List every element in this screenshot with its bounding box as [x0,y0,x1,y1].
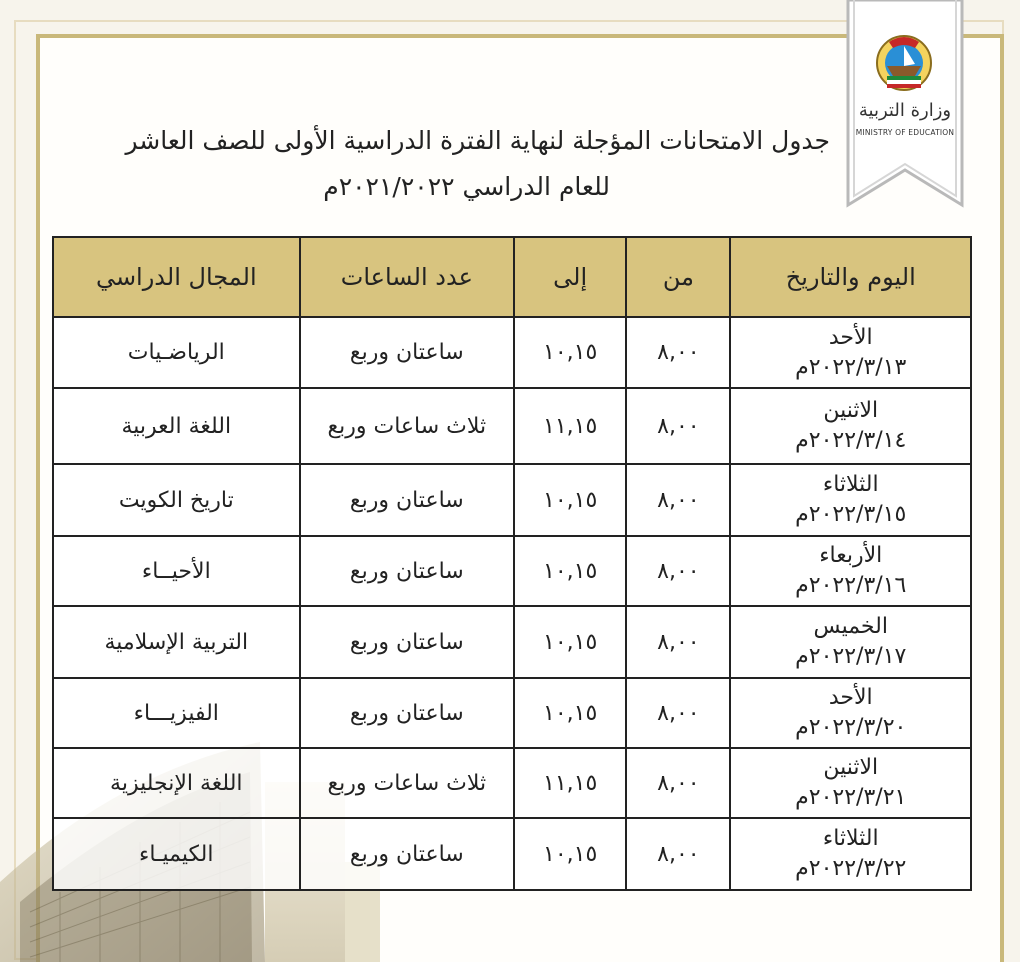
cell-to: ١٠,١٥ [514,536,626,606]
cell-hours: ثلاث ساعات وربع [300,388,514,464]
cell-day-date [730,678,971,748]
cell-to: ١٠,١٥ [514,818,626,890]
date: ٢٠٢٢/٣/١٥م [795,502,907,527]
cell-from: ٨,٠٠ [626,317,730,388]
cell-to: ١٠,١٥ [514,464,626,536]
cell-to: ١١,١٥ [514,388,626,464]
cell-subject: الفيزيـــاء [53,678,300,748]
day-name: الثلاثاء [822,472,879,497]
cell-to: ١٠,١٥ [514,317,626,388]
ministry-name-en: MINISTRY OF EDUCATION [855,128,955,137]
day-name: الأحد [828,324,873,350]
date: ٢٠٢٢/٣/١٣م [795,354,907,380]
table-row [53,536,971,606]
header-hours: عدد الساعات [300,237,514,317]
cell-day-date [730,748,971,818]
cell-hours: ساعتان وربع [300,464,514,536]
cell-day-date [730,606,971,678]
header-day-date: اليوم والتاريخ [730,237,971,317]
page-title [70,118,830,210]
date: ٢٠٢٢/٣/١٤م [795,428,907,453]
cell-to: ١٠,١٥ [514,606,626,678]
cell-from: ٨,٠٠ [626,606,730,678]
cell-to: ١٠,١٥ [514,678,626,748]
date: ٢٠٢٢/٣/٢٠م [795,715,907,740]
day-name: الأربعاء [819,543,883,568]
day-name: الثلاثاء [822,826,879,851]
date: ٢٠٢٢/٣/١٦م [795,573,907,598]
header-to: إلى [514,237,626,317]
day-name: الاثنين [823,398,879,423]
header-subject: المجال الدراسي [53,237,300,317]
cell-hours: ساعتان وربع [300,536,514,606]
table-row [53,678,971,748]
table-row [53,464,971,536]
ministry-name-ar: وزارة التربية [858,100,952,121]
cell-subject: الكيميـاء [53,818,300,890]
cell-day-date [730,818,971,890]
table-header-row [53,237,971,317]
cell-from: ٨,٠٠ [626,818,730,890]
cell-hours: ساعتان وربع [300,678,514,748]
table-row [53,388,971,464]
date: ٢٠٢٢/٣/٢١م [795,785,907,810]
cell-hours: ساعتان وربع [300,317,514,388]
cell-hours: ثلاث ساعات وربع [300,748,514,818]
cell-from: ٨,٠٠ [626,464,730,536]
header-from: من [626,237,730,317]
day-name: الاثنين [823,755,879,780]
cell-subject: الرياضـيات [53,317,300,388]
cell-subject: اللغة الإنجليزية [53,748,300,818]
cell-hours: ساعتان وربع [300,818,514,890]
cell-from: ٨,٠٠ [626,748,730,818]
cell-subject: تاريخ الكويت [53,464,300,536]
cell-day-date [730,388,971,464]
cell-day-date [730,317,971,388]
exam-schedule-table [52,236,972,891]
cell-subject: اللغة العربية [53,388,300,464]
title-line-1: جدول الامتحانات المؤجلة لنهاية الفترة الدراسية الأولى للصف العاشر [125,126,830,155]
date: ٢٠٢٢/٣/٢٢م [795,856,907,881]
cell-subject: الأحيــاء [53,536,300,606]
cell-day-date [730,464,971,536]
kuwait-crest-icon [875,34,933,92]
table-row [53,818,971,890]
table-row [53,606,971,678]
day-name: الخميس [813,614,888,639]
table-row [53,317,971,388]
day-name: الأحد [828,685,873,710]
cell-to: ١١,١٥ [514,748,626,818]
title-line-2: للعام الدراسي ٢٠٢١/٢٠٢٢م [323,172,610,201]
cell-subject: التربية الإسلامية [53,606,300,678]
cell-day-date [730,536,971,606]
date: ٢٠٢٢/٣/١٧م [795,644,907,669]
cell-from: ٨,٠٠ [626,388,730,464]
cell-from: ٨,٠٠ [626,678,730,748]
cell-from: ٨,٠٠ [626,536,730,606]
cell-hours: ساعتان وربع [300,606,514,678]
table-row [53,748,971,818]
